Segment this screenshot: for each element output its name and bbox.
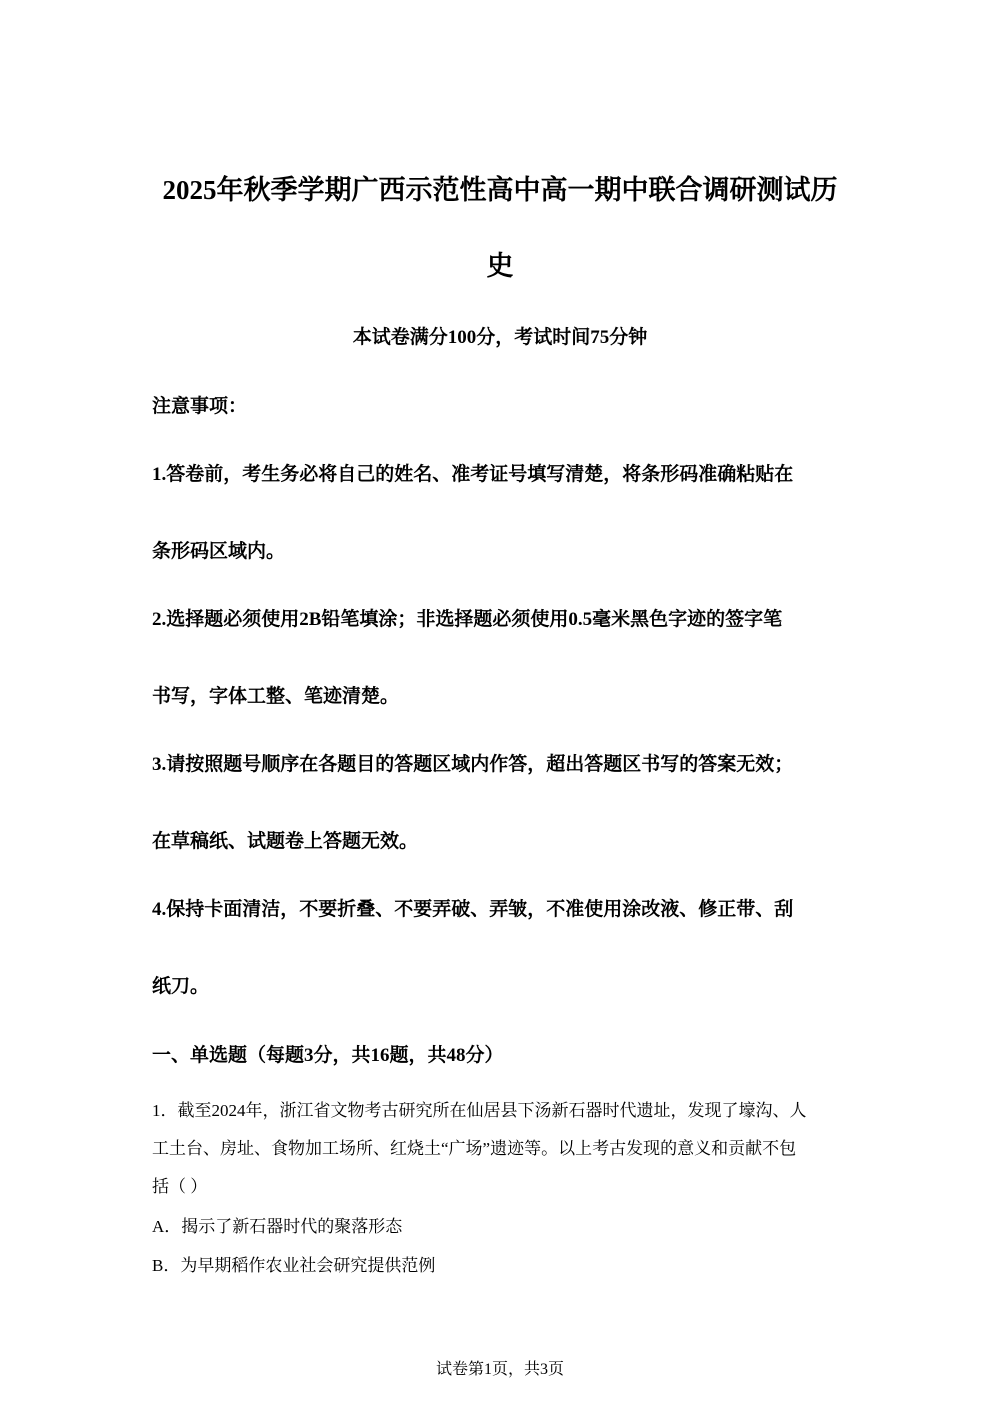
notice-line-5: 3.请按照题号顺序在各题目的答题区域内作答，超出答题区书写的答案无效； xyxy=(152,754,794,775)
question-1-stem-line-3: 括（ ） xyxy=(152,1177,208,1196)
page-footer: 试卷第1页，共3页 xyxy=(435,1361,564,1378)
notice-line-1: 1.答卷前，考生务必将自己的姓名、准考证号填写清楚，将条形码准确粘贴在 xyxy=(152,464,794,485)
exam-subtitle: 本试卷满分100分，考试时间75分钟 xyxy=(352,327,648,348)
exam-title-line-2: 史 xyxy=(486,251,514,281)
notice-line-6: 在草稿纸、试题卷上答题无效。 xyxy=(152,831,419,852)
section-heading: 一、单选题（每题3分，共16题，共48分） xyxy=(152,1045,504,1066)
notice-line-4: 书写，字体工整、笔迹清楚。 xyxy=(152,686,400,707)
question-1-option-b: B．为早期稻作农业社会研究提供范例 xyxy=(152,1256,436,1275)
question-1-stem-line-1: 1．截至2024年，浙江省文物考古研究所在仙居县下汤新石器时代遗址，发现了壕沟、人 xyxy=(152,1101,807,1120)
notice-line-8: 纸刀。 xyxy=(152,976,210,997)
notice-line-2: 条形码区域内。 xyxy=(152,541,286,562)
notice-line-7: 4.保持卡面清洁，不要折叠、不要弄破、弄皱，不准使用涂改液、修正带、刮 xyxy=(152,899,794,920)
question-1-option-a: A．揭示了新石器时代的聚落形态 xyxy=(152,1217,403,1236)
notice-line-3: 2.选择题必须使用2B铅笔填涂；非选择题必须使用0.5毫米黑色字迹的签字笔 xyxy=(152,609,783,630)
notice-heading: 注意事项： xyxy=(152,396,248,417)
question-1-stem-line-2: 工土台、房址、食物加工场所、红烧土“广场”遗迹等。以上考古发现的意义和贡献不包 xyxy=(152,1139,797,1158)
exam-title-line-1: 2025年秋季学期广西示范性高中高一期中联合调研测试历 xyxy=(162,175,838,205)
